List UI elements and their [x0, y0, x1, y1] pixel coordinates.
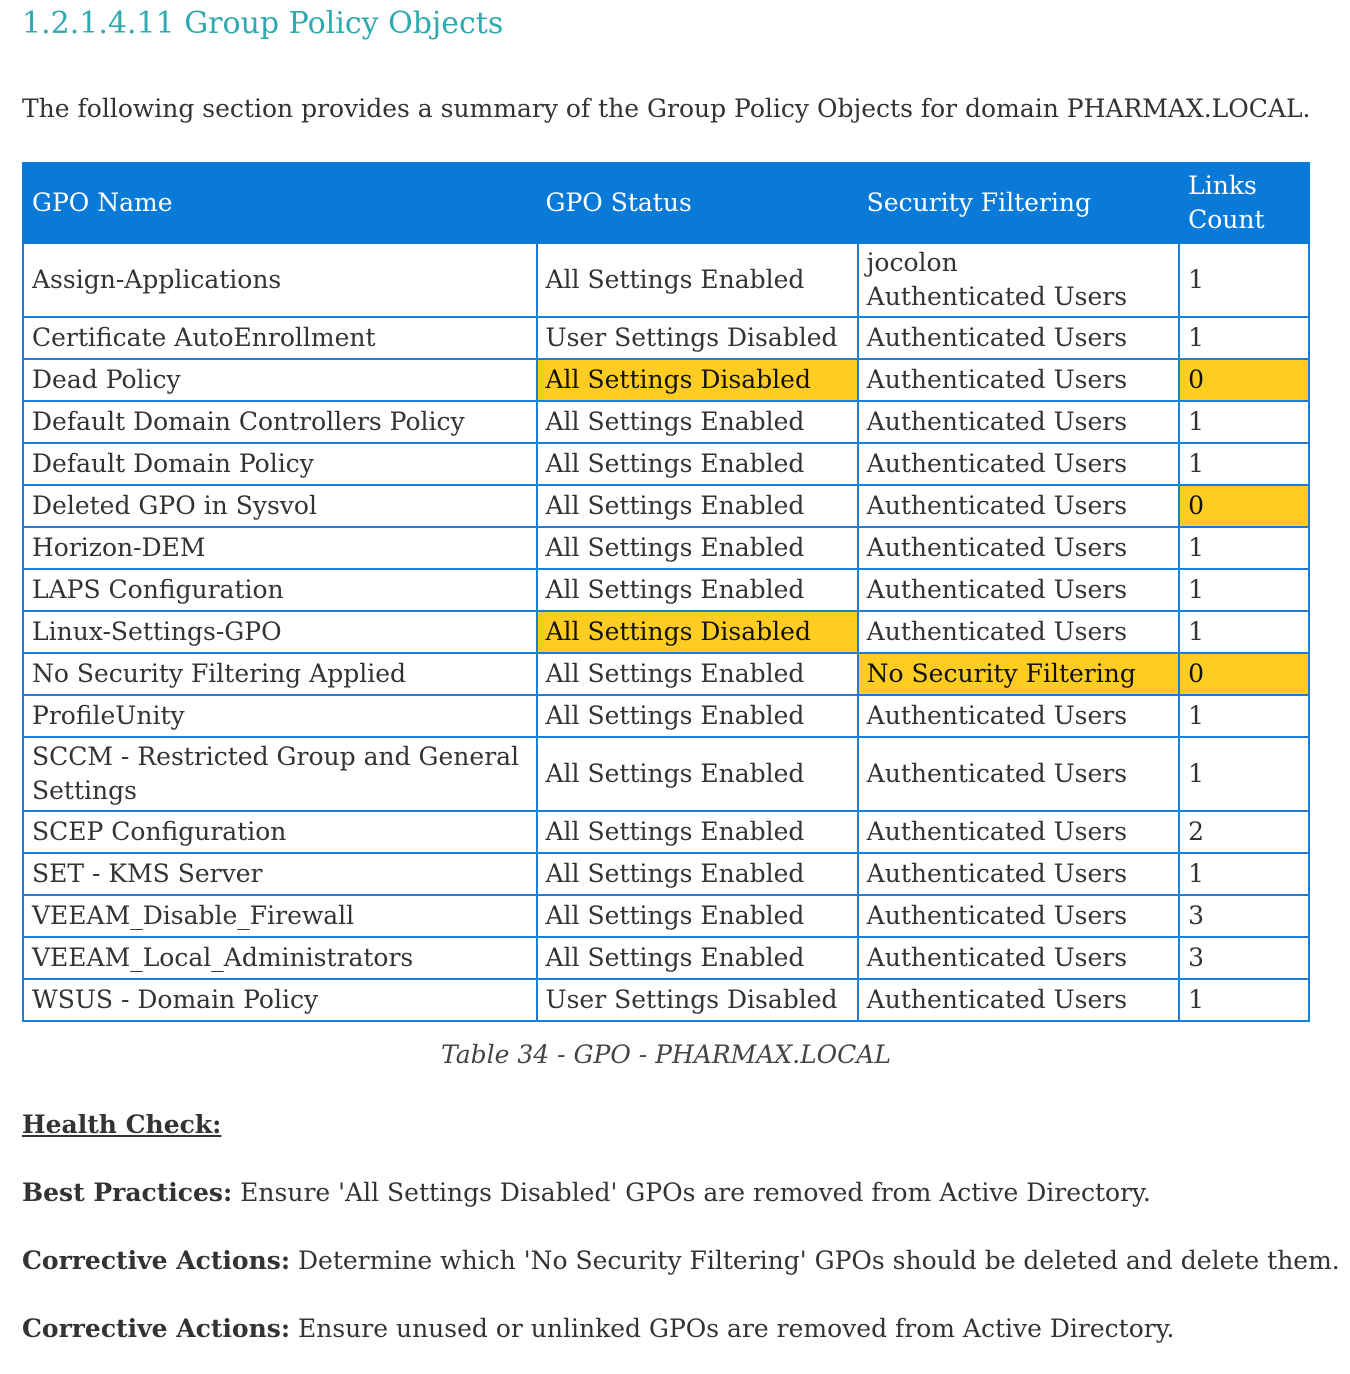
table-row: [23, 401, 1309, 443]
gpo-name-cell: SET - KMS Server: [23, 853, 537, 895]
links-count-cell: 1: [1179, 527, 1309, 569]
table-row: [23, 737, 1309, 811]
gpo-name-cell: ProfileUnity: [23, 695, 537, 737]
gpo-status-cell: All Settings Enabled: [537, 527, 858, 569]
table-row: [23, 853, 1309, 895]
header-security-filtering: Security Filtering: [858, 163, 1179, 243]
gpo-name-cell: VEEAM_Disable_Firewall: [23, 895, 537, 937]
gpo-name-cell: LAPS Configuration: [23, 569, 537, 611]
links-count-cell: 1: [1179, 443, 1309, 485]
header-gpo-name: GPO Name: [23, 163, 537, 243]
links-count-cell: 1: [1179, 569, 1309, 611]
note-label: Corrective Actions:: [22, 1246, 291, 1275]
security-filtering-cell: Authenticated Users: [858, 811, 1179, 853]
table-row: [23, 243, 1309, 317]
links-count-cell: 1: [1179, 979, 1309, 1021]
table-row: [23, 569, 1309, 611]
security-filtering-cell: No Security Filtering: [858, 653, 1179, 695]
gpo-status-cell: User Settings Disabled: [537, 317, 858, 359]
security-filtering-cell: Authenticated Users: [858, 443, 1179, 485]
best-practices-note: [22, 1178, 1151, 1207]
table-row: [23, 527, 1309, 569]
security-filtering-cell: Authenticated Users: [858, 527, 1179, 569]
links-count-cell: 0: [1179, 485, 1309, 527]
table-row: [23, 937, 1309, 979]
gpo-status-cell: All Settings Enabled: [537, 401, 858, 443]
links-count-cell: 3: [1179, 895, 1309, 937]
security-filtering-cell: Authenticated Users: [858, 359, 1179, 401]
gpo-status-cell: All Settings Enabled: [537, 737, 858, 811]
links-count-cell: 1: [1179, 737, 1309, 811]
gpo-status-cell: All Settings Enabled: [537, 895, 858, 937]
security-filtering-cell: Authenticated Users: [858, 695, 1179, 737]
security-filtering-cell: Authenticated Users: [858, 611, 1179, 653]
table-caption: Table 34 - GPO - PHARMAX.LOCAL: [441, 1040, 891, 1069]
gpo-status-cell: All Settings Enabled: [537, 853, 858, 895]
table-row: [23, 359, 1309, 401]
header-links-count: Links Count: [1179, 163, 1309, 243]
gpo-name-cell: Default Domain Policy: [23, 443, 537, 485]
section-heading: 1.2.1.4.11 Group Policy Objects: [22, 6, 504, 41]
gpo-status-cell: User Settings Disabled: [537, 979, 858, 1021]
gpo-name-cell: Linux-Settings-GPO: [23, 611, 537, 653]
gpo-name-cell: VEEAM_Local_Administrators: [23, 937, 537, 979]
gpo-status-cell: All Settings Enabled: [537, 485, 858, 527]
table-row: [23, 811, 1309, 853]
links-count-cell: 2: [1179, 811, 1309, 853]
gpo-name-cell: Dead Policy: [23, 359, 537, 401]
intro-paragraph: The following section provides a summary of the Group Policy Objects for domain PHARMAX.LOCAL.: [22, 94, 1311, 123]
security-filtering-cell: Authenticated Users: [858, 937, 1179, 979]
security-filtering-cell: Authenticated Users: [858, 485, 1179, 527]
table-row: [23, 979, 1309, 1021]
gpo-name-cell: Default Domain Controllers Policy: [23, 401, 537, 443]
gpo-name-cell: WSUS - Domain Policy: [23, 979, 537, 1021]
corrective-action-note: [22, 1314, 1174, 1343]
links-count-cell: 0: [1179, 359, 1309, 401]
gpo-name-cell: SCCM - Restricted Group and General Settings: [23, 737, 537, 811]
gpo-table: [22, 162, 1310, 1022]
links-count-cell: 1: [1179, 317, 1309, 359]
security-filtering-cell: Authenticated Users: [858, 569, 1179, 611]
gpo-table-body: [23, 243, 1309, 1021]
links-count-cell: 1: [1179, 695, 1309, 737]
gpo-status-cell: All Settings Enabled: [537, 443, 858, 485]
table-row: [23, 653, 1309, 695]
gpo-status-cell: All Settings Enabled: [537, 811, 858, 853]
table-row: [23, 695, 1309, 737]
security-filtering-cell: Authenticated Users: [858, 317, 1179, 359]
note-label: Corrective Actions:: [22, 1314, 291, 1343]
table-header-row: [23, 163, 1309, 243]
links-count-cell: 1: [1179, 401, 1309, 443]
table-row: [23, 317, 1309, 359]
security-filtering-cell: Authenticated Users: [858, 737, 1179, 811]
security-filtering-cell: Authenticated Users: [858, 853, 1179, 895]
table-row: [23, 485, 1309, 527]
links-count-cell: 1: [1179, 611, 1309, 653]
gpo-status-cell: All Settings Disabled: [537, 611, 858, 653]
links-count-cell: 3: [1179, 937, 1309, 979]
gpo-status-cell: All Settings Disabled: [537, 359, 858, 401]
links-count-cell: 1: [1179, 853, 1309, 895]
table-row: [23, 895, 1309, 937]
gpo-name-cell: Assign-Applications: [23, 243, 537, 317]
gpo-name-cell: SCEP Configuration: [23, 811, 537, 853]
gpo-name-cell: No Security Filtering Applied: [23, 653, 537, 695]
security-filtering-cell: Authenticated Users: [858, 979, 1179, 1021]
security-filtering-cell: Authenticated Users: [858, 895, 1179, 937]
gpo-status-cell: All Settings Enabled: [537, 653, 858, 695]
gpo-name-cell: Horizon-DEM: [23, 527, 537, 569]
note-text: Ensure unused or unlinked GPOs are removed from Active Directory.: [290, 1314, 1175, 1343]
corrective-action-note: [22, 1246, 1340, 1275]
gpo-status-cell: All Settings Enabled: [537, 569, 858, 611]
note-label: Best Practices:: [22, 1178, 233, 1207]
header-gpo-status: GPO Status: [537, 163, 858, 243]
gpo-status-cell: All Settings Enabled: [537, 695, 858, 737]
gpo-status-cell: All Settings Enabled: [537, 937, 858, 979]
table-row: [23, 443, 1309, 485]
gpo-status-cell: All Settings Enabled: [537, 243, 858, 317]
gpo-name-cell: Certificate AutoEnrollment: [23, 317, 537, 359]
note-text: Determine which 'No Security Filtering' GPOs should be deleted and delete them.: [290, 1246, 1340, 1275]
security-filtering-cell: jocolon Authenticated Users: [858, 243, 1179, 317]
health-check-heading: Health Check:: [22, 1110, 222, 1139]
security-filtering-cell: Authenticated Users: [858, 401, 1179, 443]
links-count-cell: 1: [1179, 243, 1309, 317]
note-text: Ensure 'All Settings Disabled' GPOs are removed from Active Directory.: [232, 1178, 1151, 1207]
table-row: [23, 611, 1309, 653]
links-count-cell: 0: [1179, 653, 1309, 695]
gpo-name-cell: Deleted GPO in Sysvol: [23, 485, 537, 527]
